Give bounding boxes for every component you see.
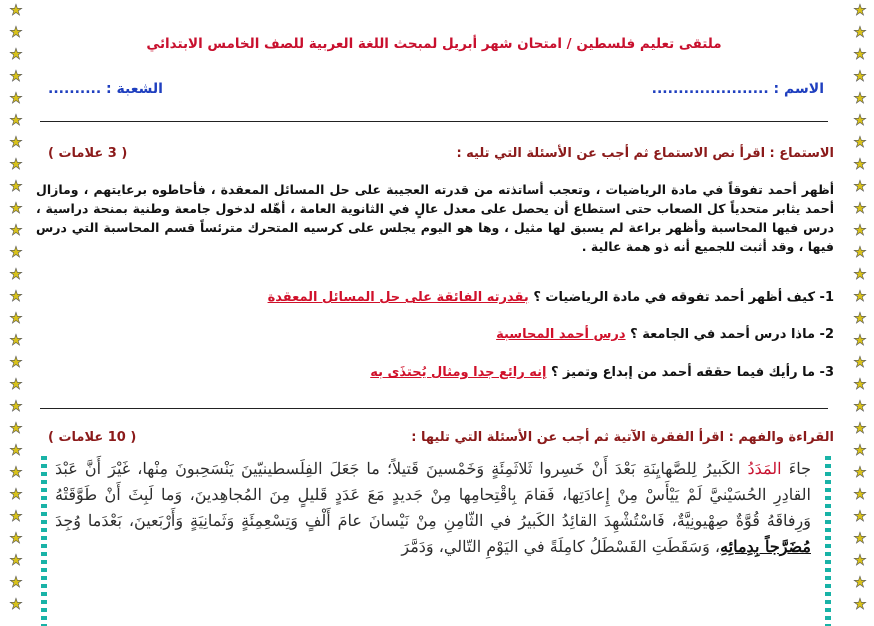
star-icon: ★ [853,485,867,503]
star-icon: ★ [853,551,867,569]
star-icon: ★ [9,309,23,327]
student-name-field: الاسم : ...................... [651,81,824,97]
star-icon: ★ [9,221,23,239]
star-icon: ★ [853,89,867,107]
star-icon: ★ [853,595,867,610]
star-border-right [850,0,870,610]
question-text: 2- ماذا درس أحمد في الجامعة ؟ [630,327,834,342]
exam-title: ملتقى تعليم فلسطين / امتحان شهر أبريل لمبحث اللغة العربية للصف الخامس الابتدائي [146,36,722,52]
star-icon: ★ [853,221,867,239]
listening-passage: أظهر أحمد تفوقاً في مادة الرياضيات ، وتعجب أساتذته من قدرته العجيبة على حل المسائل المعقدة ، فأحاطوه برعايتهم ، ومازال أحمد يثابر متحدياً كل الصعاب حتى استطاع أن يحصل على معدل عالٍ في الثانوية العامة ، أهّله لدخول جامعة وطنية بمنحة دراسية ، درس فيها المحاسبة وأظهر براعة لم يسبق لها مثيل ، وها هو اليوم يجلس على كرسيه المتحرك مترئساً قسم المحاسبة التي درس فيها ، وقد أثبت للجميع أنه ذو همة عالية . [36,182,834,254]
star-icon: ★ [9,89,23,107]
star-icon: ★ [9,287,23,305]
answer-text: بقدرته الفائقة على حل المسائل المعقدة [267,290,529,305]
reading-marks: ( 10 علامات ) [48,430,137,445]
star-icon: ★ [9,485,23,503]
star-icon: ★ [853,419,867,437]
star-icon: ★ [853,1,867,19]
star-icon: ★ [853,45,867,63]
star-icon: ★ [853,133,867,151]
star-icon: ★ [9,133,23,151]
divider [40,121,828,122]
star-icon: ★ [9,441,23,459]
star-icon: ★ [9,331,23,349]
divider [40,408,828,409]
star-icon: ★ [853,529,867,547]
star-icon: ★ [853,243,867,261]
question-text: 3- ما رأيك فيما حققه أحمد من إبداع وتميز ؟ [550,365,834,380]
reading-passage [47,456,825,560]
highlighted-word: المَدَدُ [747,459,782,478]
star-icon: ★ [9,45,23,63]
star-icon: ★ [9,177,23,195]
star-icon: ★ [853,397,867,415]
star-icon: ★ [853,309,867,327]
question-1 [268,290,834,305]
star-icon: ★ [853,23,867,41]
star-icon: ★ [9,23,23,41]
star-icon: ★ [853,463,867,481]
star-icon: ★ [853,573,867,591]
question-text: 1- كيف أظهر أحمد تفوقه في مادة الرياضيات ؟ [533,290,834,305]
star-icon: ★ [9,463,23,481]
listening-marks: ( 3 علامات ) [48,146,128,161]
answer-text: درس أحمد المحاسبة [496,327,626,342]
reading-text: الكَبيرُ لِلصَّهايِنَةِ بَعْدَ أَنْ خَسِروا ثَلاثَمِئَةٍ وَخَمْسينَ قَتيلاً؛ ما جَعَلَ الفِلَسطينيّينَ يَنْسَحِبونَ مِنْها، غَيْرَ أَنَّ عَبْدَ القادِرِ الحُسَيْنيَّ لَمْ يَيْأَسْ مِنْ إِعادَتِها، فَقامَ بِاقْتِحامِها مِنْ جَديدٍ مَعَ عَدَدٍ قَليلٍ مِنَ المُجاهِدينَ، وَما لَبِثَ أَنْ طَوَّقَتْهُ وَرِفاقَهُ قُوَّةٌ صِهْيونِيَّةٌ، فَاسْتُشْهِدَ القائِدُ الكَبيرُ في الثّامِنِ مِنْ نَيْسانَ عامَ أَلْفٍ وَتِسْعِمِئَةٍ وَثَمانِيَةٍ وَأَرْبَعينَ، بَعْدَما وُجِدَ [55,459,812,530]
star-icon: ★ [853,111,867,129]
star-icon: ★ [9,67,23,85]
reading-text: جاءَ [781,459,811,478]
star-border-left [6,0,26,610]
star-icon: ★ [853,287,867,305]
star-icon: ★ [9,397,23,415]
star-icon: ★ [853,177,867,195]
star-icon: ★ [853,353,867,371]
star-icon: ★ [9,573,23,591]
star-icon: ★ [853,155,867,173]
reading-text: ، وَسَقَطَتِ القَسْطَلُ كامِلَةً في اليَوْمِ التّالي، وَدَمَّرَ [401,537,721,556]
star-icon: ★ [853,441,867,459]
star-icon: ★ [9,419,23,437]
question-3 [370,365,834,380]
star-icon: ★ [853,67,867,85]
star-icon: ★ [9,265,23,283]
answer-text: إنه رائع جدا ومثال يُحتذَى به [370,365,547,380]
star-icon: ★ [9,111,23,129]
class-section-field: الشعبة : .......... [48,81,163,97]
star-icon: ★ [9,529,23,547]
star-icon: ★ [9,595,23,610]
question-2 [496,327,834,342]
star-icon: ★ [853,331,867,349]
star-icon: ★ [853,265,867,283]
reading-heading: القراءة والفهم : اقرأ الفقرة الآتية ثم أجب عن الأسئلة التي تليها : [411,430,834,445]
reading-passage-box [42,456,830,626]
star-icon: ★ [853,507,867,525]
star-icon: ★ [9,199,23,217]
star-icon: ★ [9,353,23,371]
underlined-phrase: مُضَرَّجاً بِدِمائِهِ [720,537,811,556]
star-icon: ★ [9,507,23,525]
listening-heading: الاستماع : اقرأ نص الاستماع ثم أجب عن الأسئلة التي تليه : [456,146,834,161]
star-icon: ★ [853,199,867,217]
star-icon: ★ [9,375,23,393]
star-icon: ★ [9,551,23,569]
star-icon: ★ [9,1,23,19]
star-icon: ★ [9,243,23,261]
star-icon: ★ [853,375,867,393]
star-icon: ★ [9,155,23,173]
